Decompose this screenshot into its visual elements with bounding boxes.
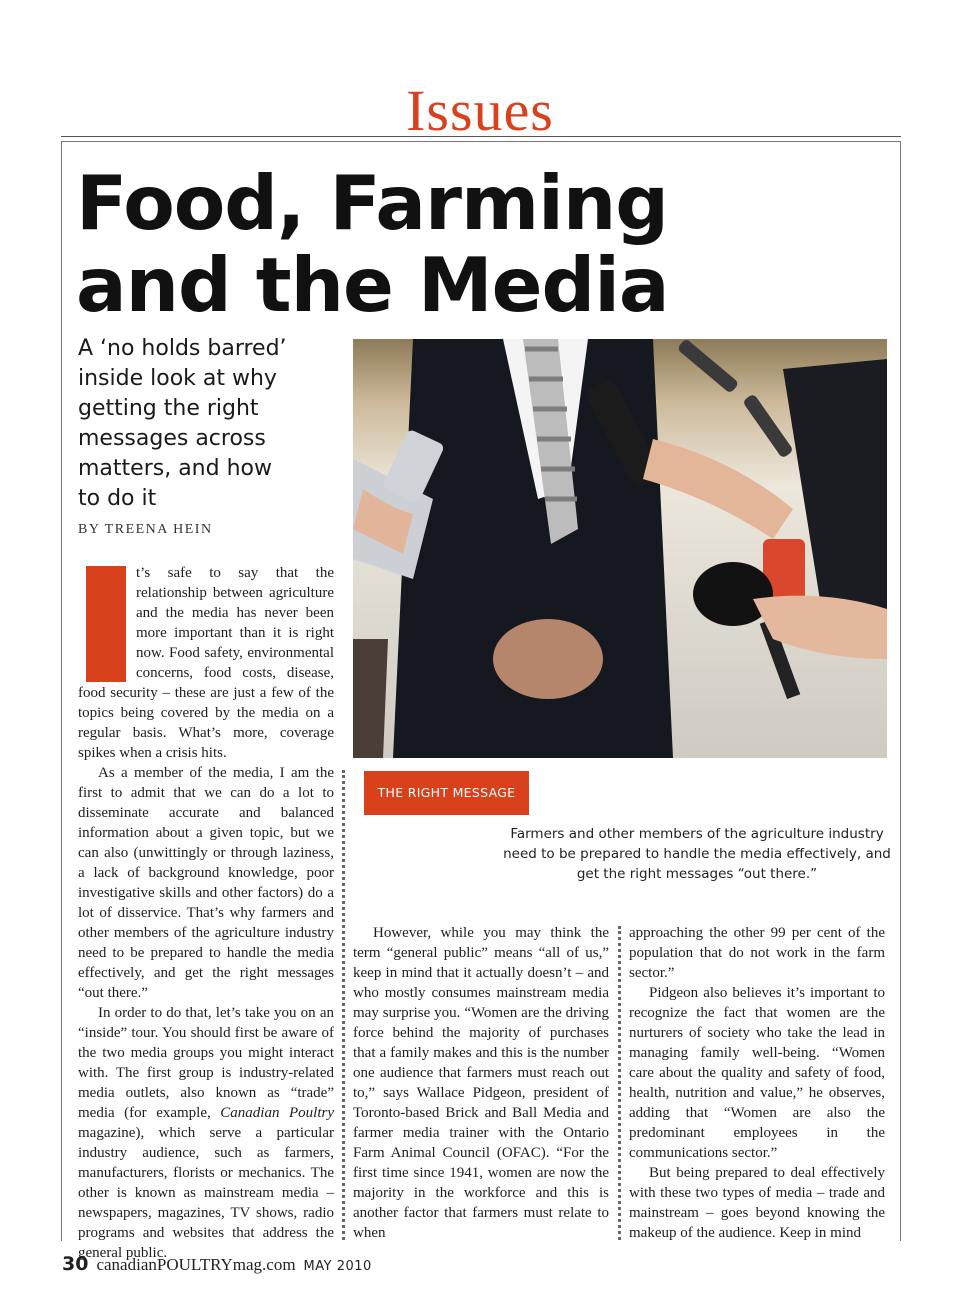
body-paragraph: But being prepared to deal effectively with these two types of media – trade and mainstream – goes beyond knowing the makeup of the audience. Keep in mind: [629, 1165, 885, 1241]
body-paragraph: t’s safe to say that the relationship between agriculture and the media has never been more important than it is right now. Food safety, environmental concerns, food costs, disease, food security – these are just a few of the topics being covered by the media on a regular basis. What’s more, coverage spikes when a crisis hits.: [78, 565, 334, 761]
body-paragraph: As a member of the media, I am the first to admit that we can do a lot to disseminate accurate and balanced information about a given topic, but we can also (unwittingly or through laziness, a lack of background knowledge, poor investigative skills and other factors) do a lot of disservice. That’s why farmers and other members of the agriculture industry need to be prepared to handle the media effectively, and get the right messages “out there.”: [78, 765, 334, 1001]
header-rule: [61, 136, 901, 137]
headline-line-1: Food, Farming: [76, 159, 668, 247]
deck-line: messages across: [78, 426, 266, 451]
page-number: 30: [62, 1253, 89, 1275]
article-headline: [76, 159, 676, 329]
deck-line: A ‘no holds barred’: [78, 336, 287, 361]
dropcap-bar: [86, 566, 126, 682]
body-column-2: [353, 923, 609, 1243]
article-deck: [78, 334, 338, 514]
body-text: magazine), which serve a particular industry audience, such as farmers, manufacturers, florists or mechanics. The other is known as mainstream media – newspapers, magazines, TV shows, radio programs and websites that address the general public.: [78, 1125, 334, 1261]
footer-site: canadianPOULTRYmag.com: [96, 1255, 296, 1274]
deck-line: matters, and how: [78, 456, 272, 481]
deck-line: getting the right: [78, 396, 259, 421]
body-text: In order to do that, let’s take you on an “inside” tour. You should first be aware of the two media groups you might interact with. The first group is industry-related media outlets, also known as “trade” media (for example,: [78, 1005, 334, 1121]
footer-date: MAY 2010: [303, 1259, 372, 1274]
body-paragraph: Pidgeon also believes it’s important to recognize the fact that women are the nurturers of society who take the lead in managing family well-being. “Women care about the quality and safety of food, health, nutrition and value,” he observes, adding that “Women are also the predominant employees in the communications sector.”: [629, 985, 885, 1161]
magazine-title: Canadian Poultry: [220, 1105, 334, 1121]
body-paragraph: approaching the other 99 per cent of the population that do not work in the farm sector.”: [629, 925, 885, 981]
byline: BY TREENA HEIN: [78, 522, 213, 537]
press-photo: [353, 339, 887, 758]
deck-line: inside look at why: [78, 366, 277, 391]
body-paragraph: [78, 1003, 334, 1263]
deck-line: to do it: [78, 486, 157, 511]
press-photo-illustration: [353, 339, 887, 758]
body-paragraph: However, while you may think the term “general public” means “all of us,” keep in mind that it actually doesn’t – and who mostly consumes mainstream media may surprise you. “Women are the driving force behind the majority of purchases that a family makes and this is the number one audience that farmers must reach out to,” says Wallace Pidgeon, president of Toronto-based Brick and Ball Media and farmer media trainer with the Ontario Farm Animal Council (OFAC). “For the first time since 1941, women are now the majority in the workforce and this is another factor that farmers must relate to when: [353, 925, 609, 1241]
headline-line-2: and the Media: [76, 241, 669, 329]
body-column-3: [629, 923, 885, 1243]
pull-quote-text: Farmers and other members of the agriculture industry need to be prepared to handle the media effectively, and get the right messages “out there.”: [503, 826, 891, 882]
column-divider-dots: [618, 926, 621, 1240]
column-divider-dots: [342, 770, 345, 1240]
body-column-1: [78, 563, 334, 1263]
page-footer: [62, 1253, 372, 1275]
section-heading: Issues: [406, 78, 554, 143]
pull-quote-tag: THE RIGHT MESSAGE: [364, 771, 529, 815]
